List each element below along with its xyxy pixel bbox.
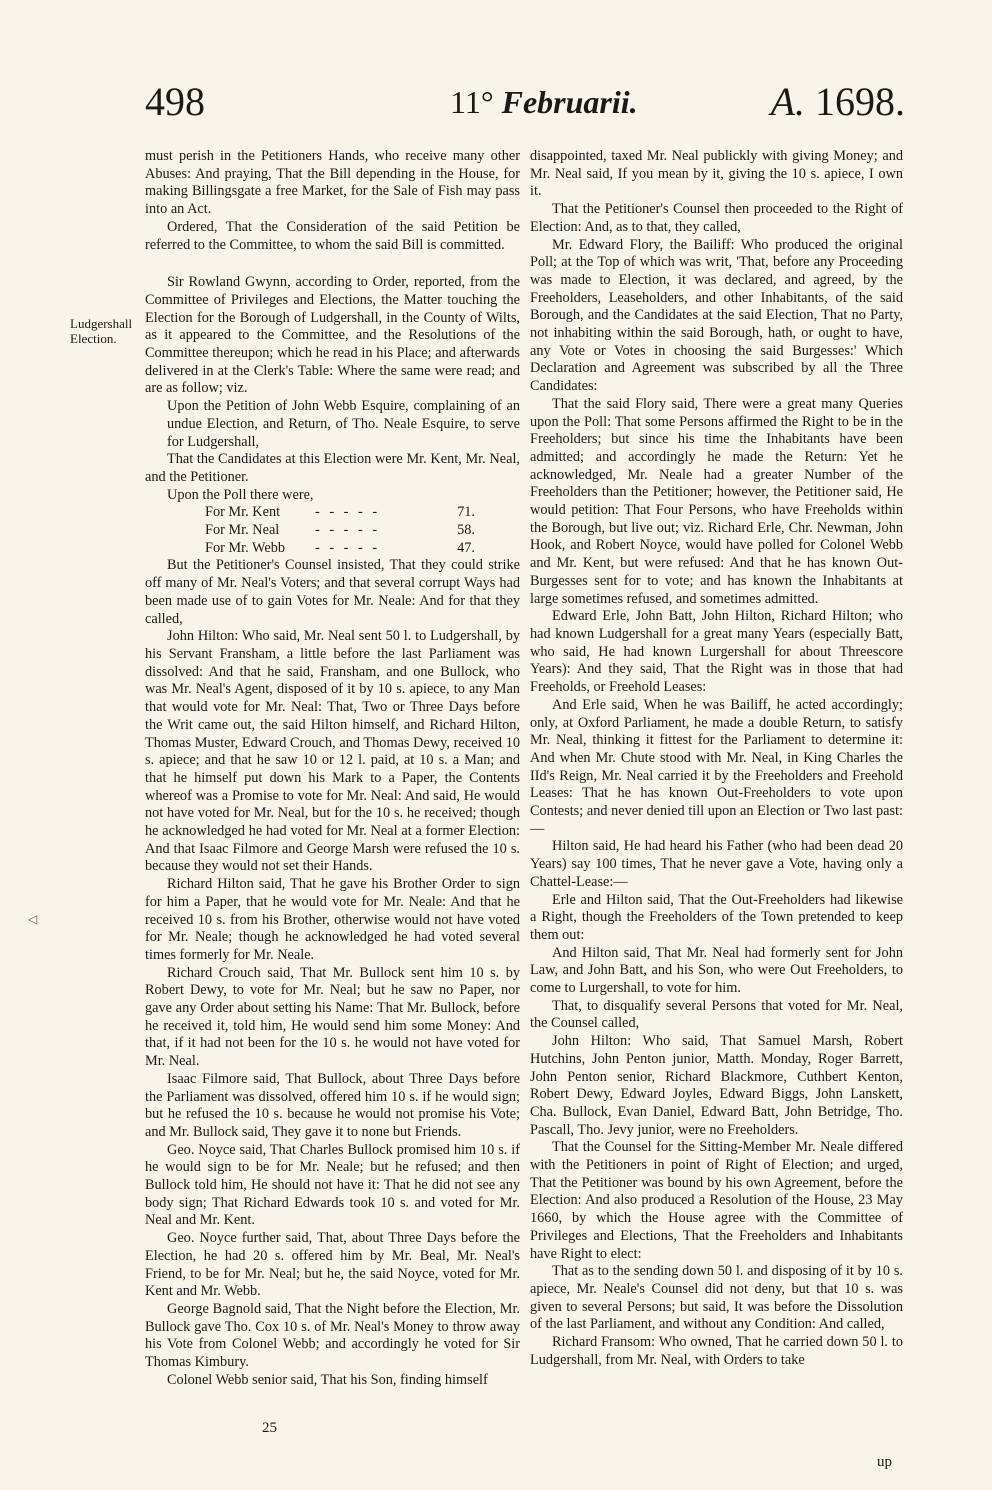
- vote-count: 58.: [457, 522, 475, 539]
- paragraph: But the Petitioner's Counsel insisted, That they could strike off many of Mr. Neal's Voters; and that several corrupt Ways had been made use of to gain Votes for Mr. Neale: And for that they called,: [145, 557, 520, 627]
- right-column: [530, 148, 903, 1370]
- leader-dots: - - - - -: [315, 539, 381, 556]
- year-prefix: A.: [770, 79, 815, 124]
- paragraph: George Bagnold said, That the Night before the Election, Mr. Bullock gave Tho. Cox 10 s. of Mr. Neal's Money to throw away his Vote from Colonel Webb; and accordingly he voted for Sir Thomas Kimbury.: [145, 1301, 520, 1371]
- paragraph: Mr. Edward Flory, the Bailiff: Who produced the original Poll; at the Top of which was writ, 'That, before any Proceeding was made to Election, it was declared, and agreed, by the Freeholders, Leaseholders, and other Inhabitants, of the said Borough, and the Candidates at the said Election, That no Party, not inhabiting within the said Borough, hath, or ought to have, any Vote or Votes in choosing the said Burgesses:' Which Declaration and Agreement was subscribed by all the Three Candidates:: [530, 236, 903, 395]
- paragraph: Edward Erle, John Batt, John Hilton, Richard Hilton; who had known Ludgershall for a great many Years (especially Batt, who said, He had known Lurgershall for about Threescore Years): And they said, That the Right was in those that had Freeholds, or Freehold Leases:: [530, 608, 903, 696]
- paragraph: Upon the Poll there were,: [167, 486, 314, 503]
- vote-count: 47.: [457, 539, 475, 556]
- paragraph: disappointed, taxed Mr. Neal publickly with giving Money; and Mr. Neal said, If you mean by it, giving the 10 s. apiece, I own it.: [530, 148, 903, 200]
- paragraph: Hilton said, He had heard his Father (who had been dead 20 Years) say 100 times, That he never gave a Vote, having only a Chattel-Lease:—: [530, 838, 903, 890]
- date-prefix: 11°: [450, 84, 502, 120]
- paragraph: And Erle said, When he was Bailiff, he acted accordingly; only, at Oxford Parliament, he made a double Return, to satisfy Mr. Neal, thinking it fittest for the Parliament to determine it: And when Mr. Chute stood with Mr. Neal, in King Charles the IId's Reign, Mr. Neal carried it by the Freeholders and Freehold Leases: That he has known Out-Freeholders to vote upon Contests; and never denied till upon an Election or Two last past:—: [530, 696, 903, 837]
- poll-row: [205, 540, 475, 558]
- page-number: 498: [145, 79, 205, 124]
- paragraph: must perish in the Petitioners Hands, who receive many other Abuses: And praying, That the Bill depending in the House, for making Billingsgate a free Market, for the Sale of Fish may pass into an Act.: [145, 148, 520, 218]
- leader-dots: - - - - -: [315, 504, 381, 521]
- paragraph: Colonel Webb senior said, That his Son, finding himself: [167, 1371, 488, 1388]
- paragraph: That the Petitioner's Counsel then proceeded to the Right of Election: And, as to that, they called,: [530, 201, 903, 235]
- paragraph: Richard Crouch said, That Mr. Bullock sent him 10 s. by Robert Dewy, to vote for Mr. Neal; but he saw no Paper, nor gave any Order about setting his Name: That Mr. Bullock, before he received it, told him, He would send him some Money: And that, if it had not been for the 10 s. he would not have voted for Mr. Neal.: [145, 964, 520, 1070]
- catchword: up: [877, 1454, 892, 1470]
- paragraph: Upon the Petition of John Webb Esquire, complaining of an undue Election, and Return, of Tho. Neale Esquire, to serve for Ludgershall,: [167, 398, 520, 450]
- leader-dots: - - - - -: [315, 522, 381, 539]
- paragraph: That the Counsel for the Sitting-Member Mr. Neale differed with the Petitioners in point of Right of Election; and urged, That the Petitioner was bound by his own Agreement, before the Election: And also produced a Resolution of the House, 23 May 1660, by which the House agree with the Committee of Privileges and Elections, That the Freeholders and Inhabitants have Right to elect:: [530, 1139, 903, 1262]
- paragraph: That, to disqualify several Persons that voted for Mr. Neal, the Counsel called,: [530, 997, 903, 1032]
- paragraph: Richard Hilton said, That he gave his Brother Order to sign for him a Paper, that he would vote for Mr. Neale: And that he received 10 s. from his Brother, otherwise would not have voted for Mr. Neale; though he acknowledged he had voted several times formerly for Mr. Neale.: [145, 876, 520, 963]
- signature-mark: 25: [262, 1420, 277, 1436]
- vote-count: 71.: [457, 504, 475, 521]
- paragraph: And Hilton said, That Mr. Neal had formerly sent for John Law, and John Batt, and his Son, who were Out Freeholders, to come to Lurgershall, to vote for him.: [530, 944, 903, 997]
- paragraph: John Hilton: Who said, That Samuel Marsh, Robert Hutchins, John Penton junior, Matth. Monday, Roger Barrett, John Penton senior, Richard Blackmore, Cuthbert Kenton, Robert Dewy, Edward Joyles, Edward Biggs, John Lanskett, Cha. Bullock, Evan Daniel, Edward Batt, John Betridge, Tho. Pascall, Tho. Jevy junior, were no Freeholders.: [530, 1033, 903, 1138]
- candidate-name: For Mr. Neal: [205, 522, 280, 539]
- paragraph: That the Candidates at this Election were Mr. Kent, Mr. Neal, and the Petitioner.: [145, 451, 520, 485]
- margin-note: Ludgershall Election.: [70, 316, 133, 346]
- year-number: 1698.: [815, 79, 905, 124]
- paragraph: Erle and Hilton said, That the Out-Freeholders had likewise a Right, though the Freeholders of the Town pretended to keep them out:: [530, 891, 903, 943]
- paragraph: Ordered, That the Consideration of the said Petition be referred to the Committee, to whom the said Bill is committed.: [145, 218, 520, 253]
- margin-mark: ◁: [28, 912, 38, 926]
- paragraph: That the said Flory said, There were a great many Queries upon the Poll: That some Persons affirmed the Right to be in the Freeholders; but since his time the Inhabitants have been admitted; and accordingly he made the Return: Yet he acknowledged, Mr. Neale had a greater Number of the Freeholders than the Petitioner; however, the Petitioner said, He would petition: That Four Persons, who have Freeholds within the Borough, but live out; viz. Richard Erle, Chr. Newman, John Hook, and Robert Noyce, would have polled for Colonel Webb and Mr. Kent, but were refused: And that he has known Out-Burgesses sent for to vote; and has known the Inhabitants at large sometimes refused, and sometimes admitted.: [530, 395, 903, 607]
- candidate-name: For Mr. Webb: [205, 539, 286, 556]
- paragraph: Geo. Noyce further said, That, about Three Days before the Election, he had 20 s. offered him by Mr. Beal, Mr. Neal's Friend, to be for Mr. Neal; but he, the said Noyce, voted for Mr. Kent and Mr. Webb.: [145, 1230, 520, 1300]
- page-header: [145, 78, 905, 130]
- paragraph: Sir Rowland Gwynn, according to Order, reported, from the Committee of Privileges and Elections, the Matter touching the Election for the Borough of Ludgershall, in the County of Wilts, as it appeared to the Committee, and the Resolutions of the Committee thereupon; which he read in his Place; and afterwards delivered in at the Clerk's Table: Where the same were read; and are as follow; viz.: [145, 274, 520, 397]
- paragraph: That as to the sending down 50 l. and disposing of it by 10 s. apiece, Mr. Neale's Counsel did not deny, but that 10 s. was given to several Persons; but said, It was before the Dissolution of the last Parliament, and without any Condition: And called,: [530, 1263, 903, 1333]
- poll-row: [205, 522, 475, 540]
- paragraph: Richard Fransom: Who owned, That he carried down 50 l. to Ludgershall, from Mr. Neal, with Orders to take: [530, 1334, 903, 1368]
- left-column: [145, 148, 520, 1390]
- poll-row: [205, 504, 475, 522]
- page-date: [450, 84, 638, 121]
- candidate-name: For Mr. Kent: [205, 504, 281, 521]
- paragraph: Geo. Noyce said, That Charles Bullock promised him 10 s. if he would sign to be for Mr. Neale; but he refused; and then Bullock told him, He should not have it: That he did not see any body sign; That Richard Edwards took 10 s. and voted for Mr. Neal and Mr. Kent.: [145, 1141, 520, 1229]
- paragraph: Isaac Filmore said, That Bullock, about Three Days before the Parliament was dissolved, offered him 10 s. if he would sign; but he refused the 10 s. because he would not promise his Vote; and Mr. Bullock said, They gave it to none but Friends.: [145, 1070, 520, 1140]
- date-word: Februarii.: [501, 84, 638, 120]
- paragraph: John Hilton: Who said, Mr. Neal sent 50 l. to Ludgershall, by his Servant Fransham, a little before the last Parliament was dissolved: And that he said, Fransham, and one Bullock, who was Mr. Neal's Agent, disposed of it by 10 s. apiece, to any Man that would vote for Mr. Neal: That, Two or Three Days before the Writ came out, the said Hilton himself, and Richard Hilton, Thomas Muster, Edward Crouch, and Thomas Dewy, received 10 s. apiece; and that he saw 10 or 12 l. paid, at 10 s. a Man; and that he himself put down his Mark to a Paper, the Contents whereof was a Promise to vote for Mr. Neal: And said, He would not have voted for Mr. Neal, but for the 10 s. he received; though he acknowledged he had voted for Mr. Neal at a former Election: And that Isaac Filmore and George Marsh were refused the 10 s. because they would not set their Hands.: [145, 628, 520, 875]
- page-year: [771, 78, 905, 125]
